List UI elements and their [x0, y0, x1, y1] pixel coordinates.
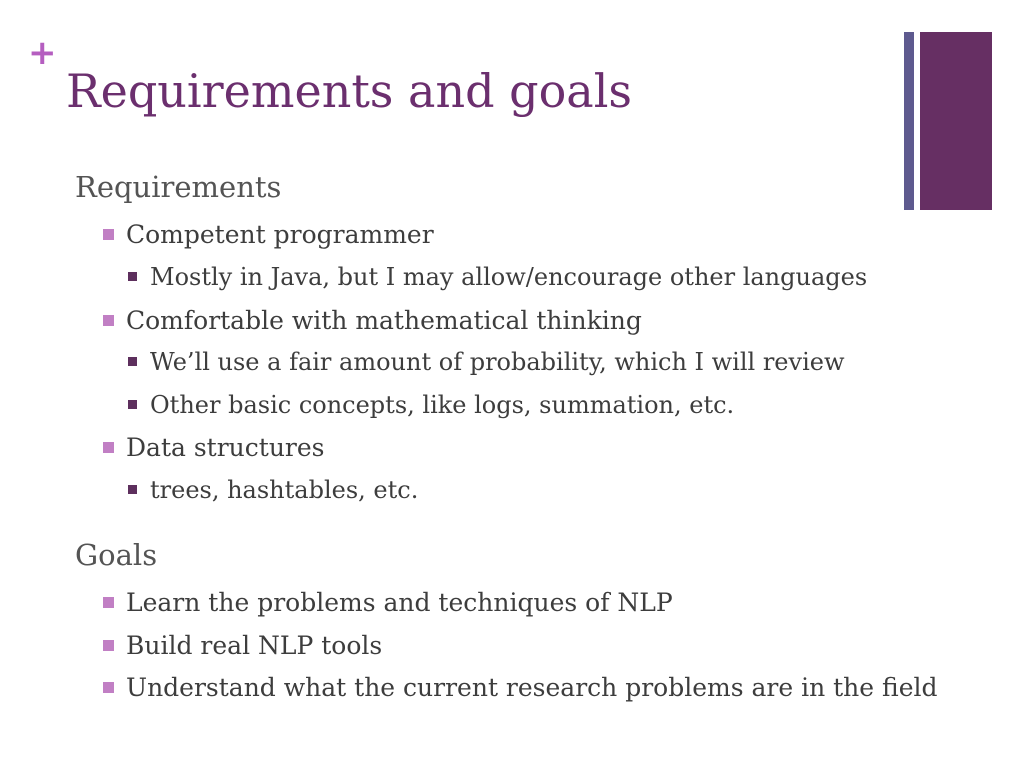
list-item-text: We’ll use a fair amount of probability, which I will review: [150, 348, 845, 376]
sub-list-item: [128, 391, 734, 420]
list-item-text: trees, hashtables, etc.: [150, 476, 419, 504]
list-item-text: Learn the problems and techniques of NLP: [126, 588, 673, 617]
list-item-text: Build real NLP tools: [126, 631, 383, 660]
list-item: [103, 631, 382, 661]
list-item-text: Data structures: [126, 433, 325, 462]
plus-icon: +: [28, 33, 57, 73]
decorative-thick-bar: [920, 32, 992, 210]
square-bullet-icon: [103, 640, 114, 651]
square-bullet-icon: [103, 597, 114, 608]
square-bullet-icon: [103, 442, 114, 453]
sub-list-item: [128, 476, 418, 505]
list-item: [103, 588, 673, 618]
requirements-heading: Requirements: [75, 170, 282, 204]
list-item: [103, 220, 434, 250]
list-item: [103, 306, 642, 336]
list-item-text: Mostly in Java, but I may allow/encourage other languages: [150, 263, 868, 291]
list-item: [103, 673, 938, 703]
list-item: [103, 433, 325, 463]
sub-list-item: [128, 348, 845, 377]
square-bullet-icon: [128, 357, 137, 366]
sub-list-item: [128, 263, 867, 292]
square-bullet-icon: [103, 315, 114, 326]
list-item-text: Other basic concepts, like logs, summation, etc.: [150, 391, 735, 419]
slide-title: Requirements and goals: [66, 64, 633, 118]
square-bullet-icon: [128, 400, 137, 409]
square-bullet-icon: [128, 272, 137, 281]
list-item-text: Understand what the current research problems are in the field: [126, 673, 938, 702]
square-bullet-icon: [103, 682, 114, 693]
square-bullet-icon: [128, 485, 137, 494]
list-item-text: Competent programmer: [126, 220, 434, 249]
square-bullet-icon: [103, 229, 114, 240]
decorative-thin-bar: [904, 32, 914, 210]
list-item-text: Comfortable with mathematical thinking: [126, 306, 642, 335]
goals-heading: Goals: [75, 538, 158, 572]
